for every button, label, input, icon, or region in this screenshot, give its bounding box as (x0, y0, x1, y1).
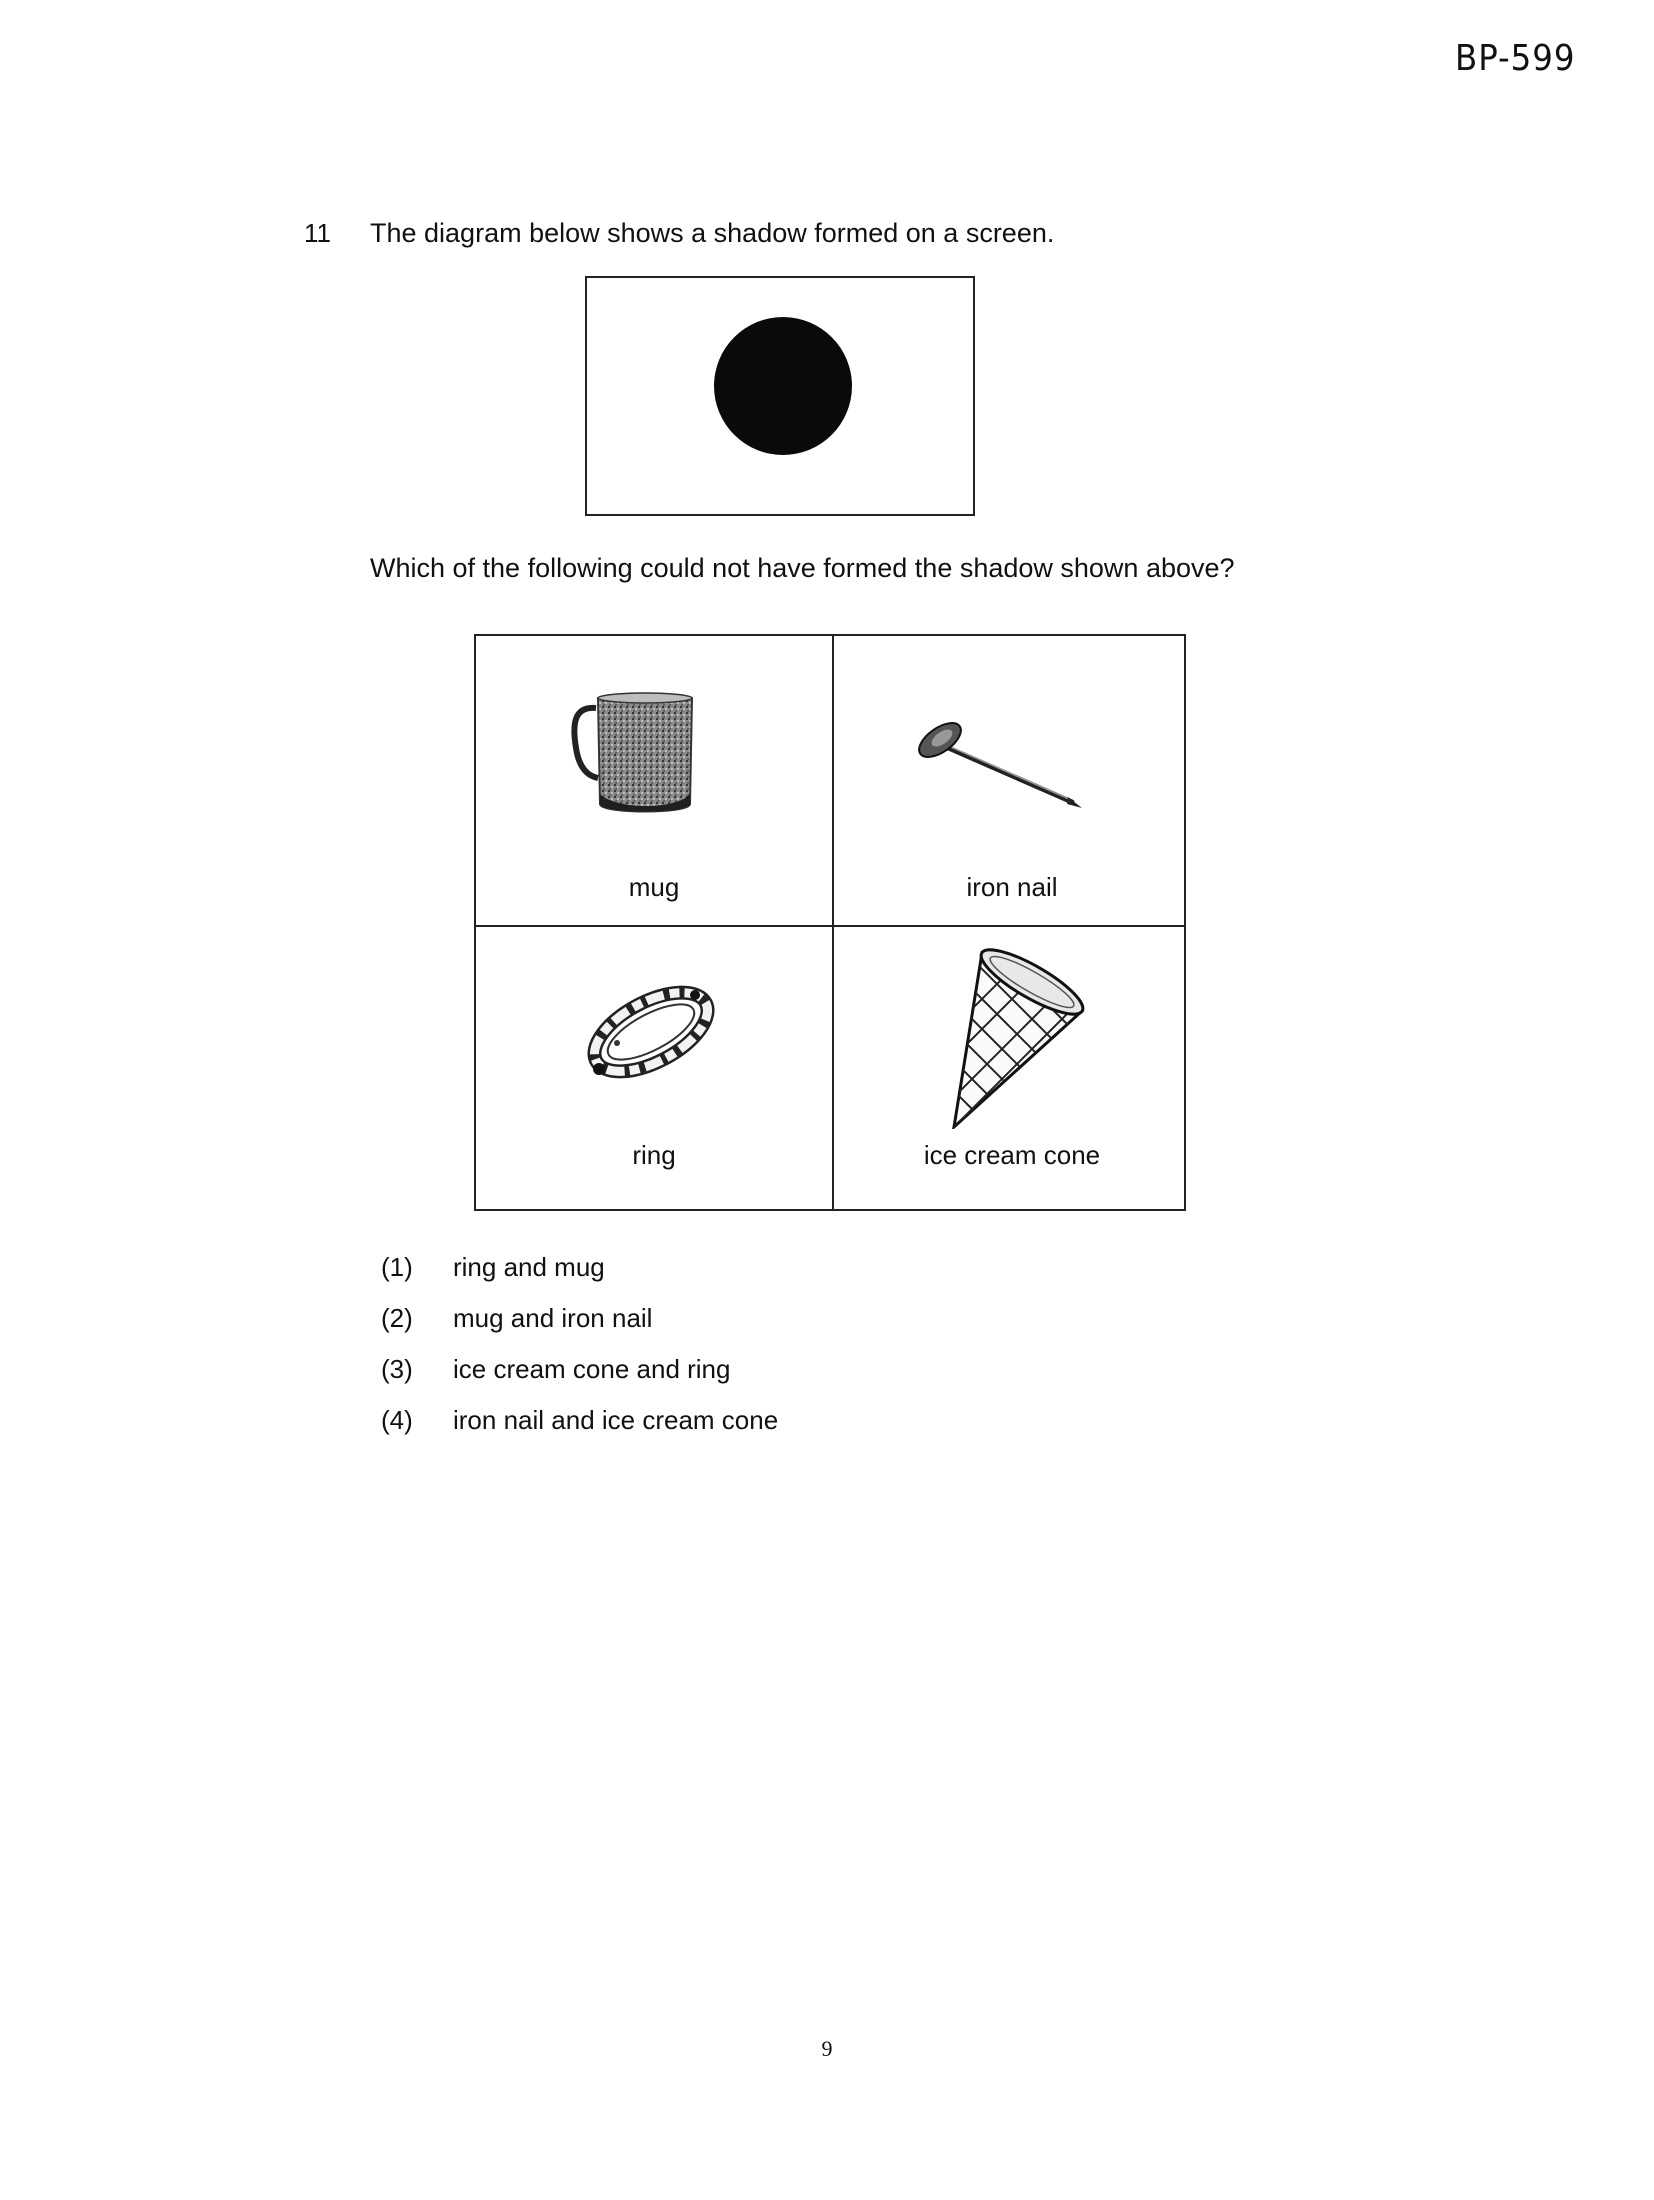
question-text: The diagram below shows a shadow formed on a screen. (370, 218, 1055, 248)
object-label-mug: mug (628, 872, 680, 902)
objects-grid (474, 634, 1186, 1211)
circular-shadow (714, 317, 852, 455)
option-text: mug and iron nail (453, 1303, 653, 1333)
object-label-ice-cream-cone: ice cream cone (923, 1140, 1101, 1170)
object-label-iron-nail: iron nail (966, 872, 1058, 902)
option-number: (1) (381, 1252, 413, 1282)
option-number: (4) (381, 1405, 413, 1435)
document-code: BP-599 (1455, 38, 1576, 79)
object-cell-iron-nail (834, 636, 1190, 924)
option-text: ice cream cone and ring (453, 1354, 731, 1384)
sub-question-text: Which of the following could not have formed the shadow shown above? (370, 553, 1235, 583)
option-number: (2) (381, 1303, 413, 1333)
option-text: iron nail and ice cream cone (453, 1405, 779, 1435)
object-cell-ice-cream-cone (834, 927, 1190, 1215)
option-number: (3) (381, 1354, 413, 1384)
shadow-screen (585, 276, 975, 516)
object-cell-ring (476, 927, 832, 1215)
option-text: ring and mug (453, 1252, 605, 1282)
object-label-ring: ring (632, 1140, 676, 1170)
ice-cream-cone-icon (932, 939, 1092, 1129)
question-number: 11 (304, 218, 331, 248)
page-number: 9 (821, 2036, 833, 2061)
mug-icon (566, 676, 716, 826)
object-cell-mug (476, 636, 832, 924)
iron-nail-icon (904, 696, 1094, 826)
ring-icon (571, 967, 731, 1097)
